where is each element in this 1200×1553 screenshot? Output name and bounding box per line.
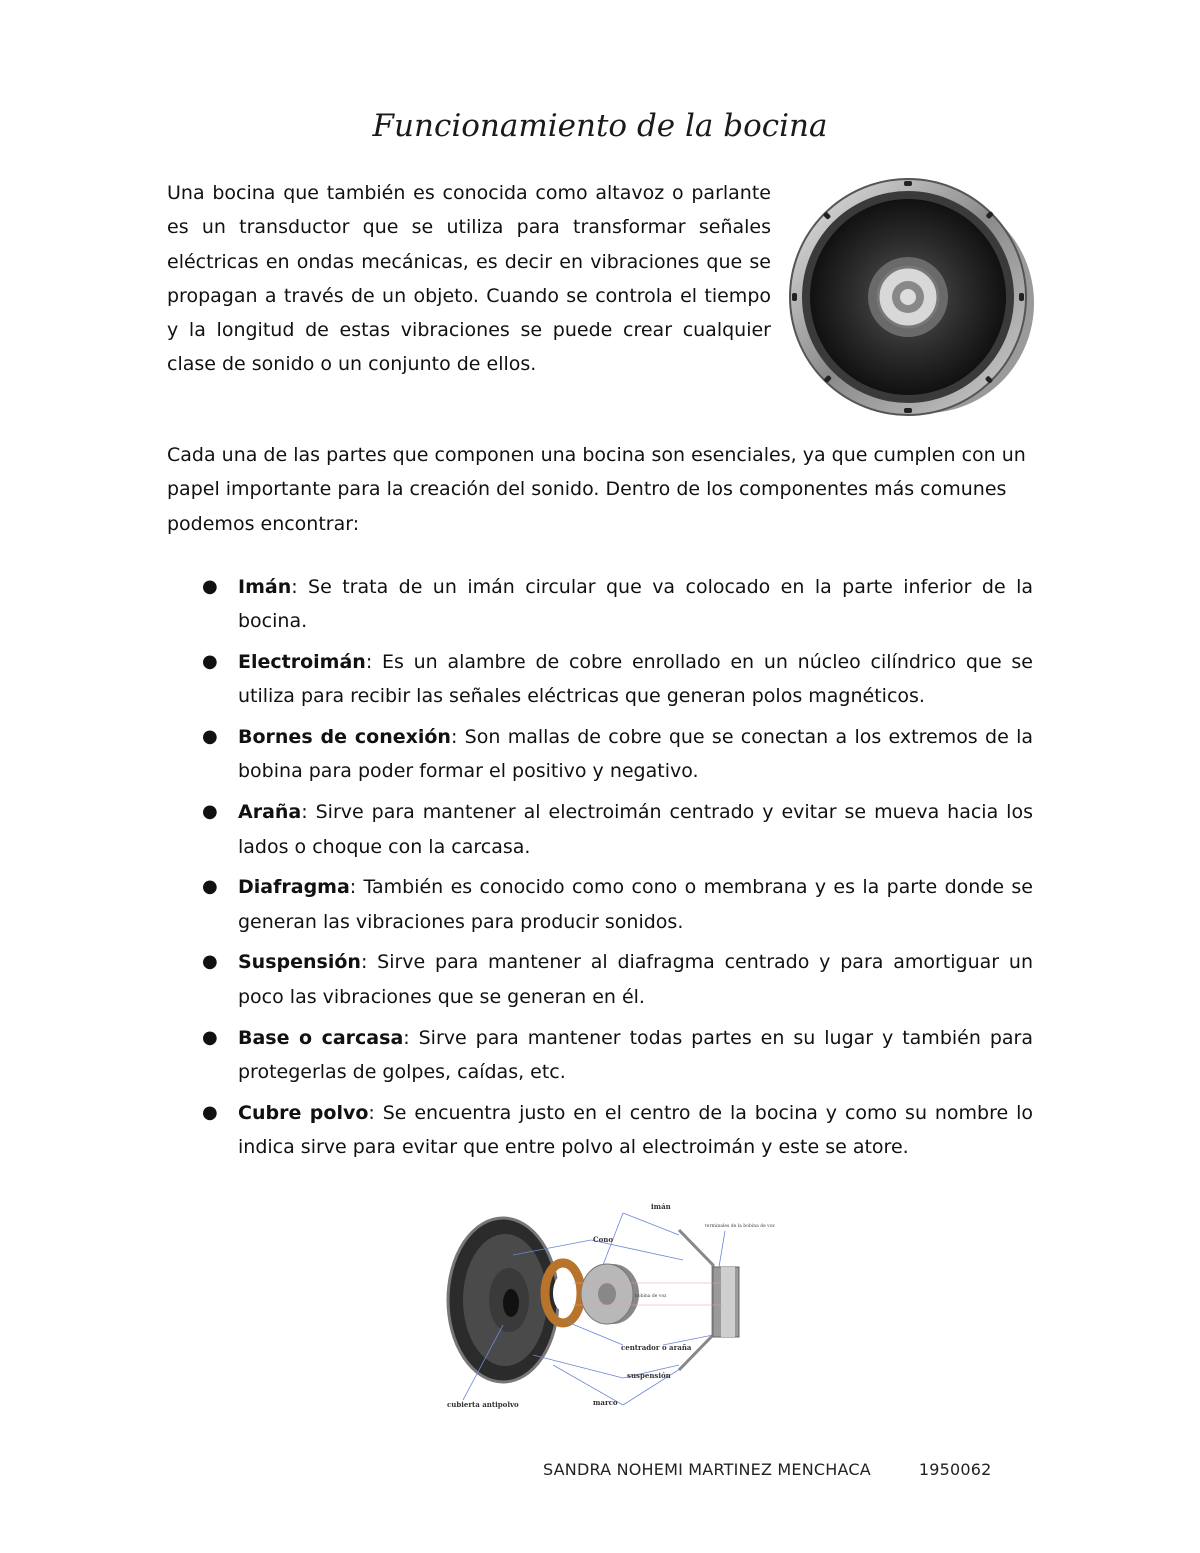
bullet-icon: ●: [202, 876, 218, 898]
intro-paragraph: Una bocina que también es conocida como altavoz o parlante es un transductor que se utiliza para transformar señales eléctricas en ondas mecánicas, es decir en vibraciones que se propagan a través de un objeto. Cuando se controla el tiempo y la longitud de estas vibraciones se puede crear cualquier clase de sonido o un conjunto de ellos.: [167, 182, 771, 376]
bullet-icon: ●: [202, 1101, 218, 1123]
components-list: [167, 570, 1033, 1171]
speaker-photo: [786, 175, 1036, 425]
part-desc: : Son mallas de cobre que se conectan a los extremos de la bobina para poder formar el positivo y negativo.: [238, 726, 1033, 783]
part-desc: : También es conocido como cono o membrana y es la parte donde se generan las vibraciones para producir sonidos.: [238, 876, 1033, 933]
bullet-icon: ●: [202, 726, 218, 748]
page-footer: [543, 1460, 992, 1479]
part-term: Bornes de conexión: [238, 726, 451, 749]
label-suspension: suspensión: [627, 1371, 671, 1380]
bullet-icon: ●: [202, 801, 218, 823]
bullet-icon: ●: [202, 576, 218, 597]
page-title: Funcionamiento de la bocina: [372, 108, 828, 144]
list-item: [167, 720, 1033, 789]
author-name: SANDRA NOHEMI MARTINEZ MENCHACA: [543, 1460, 871, 1479]
part-desc: : Sirve para mantener al electroimán centrado y evitar se mueva hacia los lados o choque con la carcasa.: [238, 801, 1033, 858]
part-term: Suspensión: [238, 951, 361, 974]
bullet-icon: ●: [202, 651, 218, 673]
part-term: Diafragma: [238, 876, 350, 899]
list-item: [167, 645, 1033, 714]
part-term: Cubre polvo: [238, 1101, 369, 1124]
label-terminales: terminales de la bobina de voz: [705, 1224, 775, 1229]
part-desc: : Sirve para mantener al diafragma centrado y para amortiguar un poco las vibraciones que se generan en él.: [238, 951, 1033, 1008]
bullet-icon: ●: [202, 951, 218, 973]
student-id: 1950062: [918, 1460, 992, 1479]
list-item: [167, 945, 1033, 1014]
part-desc: : Se trata de un imán circular que va colocado en la parte inferior de la bocina.: [238, 576, 1033, 633]
part-term: Imán: [238, 576, 292, 598]
list-item: [167, 570, 1033, 639]
bullet-icon: ●: [202, 1026, 218, 1048]
components-intro-paragraph: Cada una de las partes que componen una bocina son esenciales, ya que cumplen con un papel importante para la creación del sonido. Dentro de los componentes más comunes podemos encontrar:: [167, 444, 1026, 535]
label-iman: imán: [651, 1202, 671, 1211]
part-desc: : Se encuentra justo en el centro de la bocina y como su nombre lo indica sirve para evitar que entre polvo al electroimán y este se atore.: [238, 1101, 1034, 1158]
label-cono: Cono: [593, 1235, 613, 1244]
label-centrador: centrador o araña: [621, 1343, 692, 1352]
list-item: [167, 795, 1033, 864]
part-desc: : Es un alambre de cobre enrollado en un núcleo cilíndrico que se utiliza para recibir las señales eléctricas que generan polos magnéticos.: [238, 651, 1033, 708]
part-term: Base o carcasa: [238, 1026, 404, 1049]
part-term: Electroimán: [238, 651, 366, 674]
list-item: [167, 1096, 1033, 1165]
speaker-exploded-diagram: [443, 1195, 775, 1415]
list-item: [167, 1021, 1033, 1090]
label-marco: marco: [593, 1398, 618, 1407]
part-term: Araña: [238, 801, 302, 824]
label-cubierta: cubierta antipolvo: [447, 1400, 519, 1409]
label-bobina: bobina de voz: [635, 1294, 667, 1299]
list-item: [167, 870, 1033, 939]
part-desc: : Sirve para mantener todas partes en su lugar y también para protegerlas de golpes, caídas, etc.: [238, 1026, 1033, 1083]
